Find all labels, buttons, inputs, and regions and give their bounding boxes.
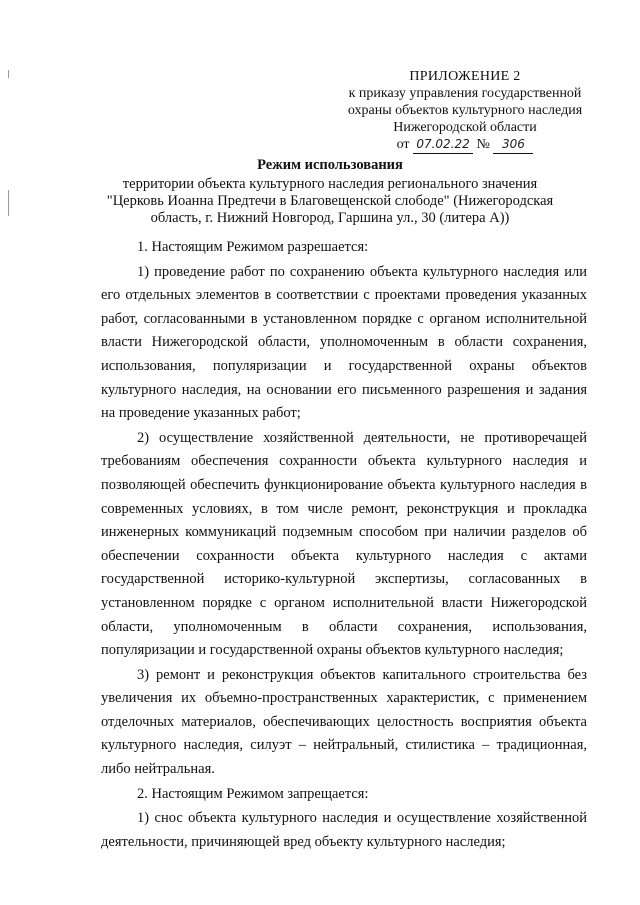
paragraph: 1) проведение работ по сохранению объекта культурного наследия или его отдельных элементов в соответствии с проектами проведения указанных работ, согласованными в установленном порядке с органом исполнительной власти Нижегородской области, уполномоченным в области сохранения, использования, популяризации и государственной охраны объектов культурного наследия, на основании его письменного разрешения и задания на проведение указанных работ; <box>101 263 587 422</box>
paragraph: 1) снос объекта культурного наследия и осуществление хозяйственной деятельности, причиняющей вред объекту культурного наследия; <box>101 810 587 850</box>
number-prefix: № <box>476 137 490 152</box>
title-line: "Церковь Иоанна Предтечи в Благовещенской слободе" (Нижегородская <box>106 193 554 209</box>
title-main: Режим использования <box>257 157 403 173</box>
title-line: территории объекта культурного наследия регионального значения <box>122 176 538 192</box>
appendix-line: к приказу управления государственной <box>348 86 582 101</box>
document-title <box>80 157 580 227</box>
document-body <box>101 236 587 855</box>
appendix-title: ПРИЛОЖЕНИЕ 2 <box>409 69 521 84</box>
appendix-line: охраны объектов культурного наследия <box>347 103 583 118</box>
paragraph: 1. Настоящим Режимом разрешается: <box>137 239 369 255</box>
handwritten-date: 07.02.22 <box>413 136 473 154</box>
scan-edge-mark <box>8 70 9 78</box>
appendix-line: Нижегородской области <box>393 120 537 135</box>
appendix-header <box>330 68 600 154</box>
paragraph: 3) ремонт и реконструкция объектов капитального строительства без увеличения их объемно-пространственных характеристик, с применением отделочных материалов, обеспечивающих целостность восприятия объекта культурного наследия, силуэт – нейтральный, стилистика – традиционная, либо нейтральная. <box>101 666 587 778</box>
paragraph: 2) осуществление хозяйственной деятельности, не противоречащей требованиям обеспечения сохранности объекта культурного наследия и позволяющей обеспечить функционирование объекта культурного наследия в современных условиях, в том числе ремонт, реконструкция и прокладка инженерных коммуникаций подземным способом при наличии разделов об обеспечении сохранности объекта культурного наследия с актами государственной историко-культурной экспертизы, согласованных в установленном порядке с органом исполнительной власти Нижегородской области, уполномоченным в области сохранения, использования, популяризации и государственной охраны объектов культурного наследия; <box>101 429 587 659</box>
scan-edge-mark <box>8 190 9 216</box>
title-line: область, г. Нижний Новгород, Гаршина ул., 30 (литера А)) <box>150 210 510 226</box>
order-date-number <box>330 136 600 154</box>
handwritten-number: 306 <box>493 136 533 154</box>
date-prefix: от <box>396 137 410 152</box>
paragraph: 2. Настоящим Режимом запрещается: <box>137 785 369 802</box>
